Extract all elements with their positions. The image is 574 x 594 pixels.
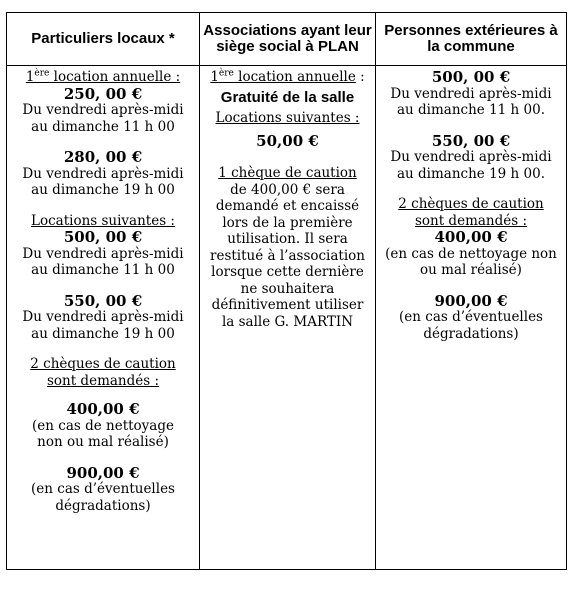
- deposit-text: définitivement utiliser: [211, 297, 364, 313]
- deposit-note: dégradations): [423, 325, 519, 342]
- period-text: Du vendredi après-midi: [22, 165, 184, 182]
- period-text: Du vendredi après-midi: [22, 309, 184, 325]
- period-text: au dimanche 19 h 00: [31, 325, 175, 342]
- period-text: au dimanche 19 h 00: [31, 182, 175, 198]
- period-text: au dimanche 19 h 00.: [397, 165, 545, 182]
- first-rental-label: 1ère location annuelle :: [25, 68, 181, 85]
- next-rentals-label: Locations suivantes :: [31, 212, 175, 229]
- deposit-text: utilisation. Il sera: [227, 231, 348, 247]
- next-rentals-label: Locations suivantes :: [215, 110, 360, 126]
- price-250: 250, 00 €: [63, 84, 143, 103]
- deposit-label: 2 chèques de caution: [30, 356, 176, 372]
- header-local-individuals: Particuliers locaux *: [7, 13, 200, 66]
- period-text: au dimanche 11 h 00: [31, 118, 175, 135]
- price-550: 550, 00 €: [431, 131, 511, 150]
- deposit-text: demandé et encaissé: [215, 198, 360, 214]
- deposit-text: de 400,00 € sera: [230, 181, 345, 198]
- period-text: Du vendredi après-midi: [22, 102, 184, 118]
- first-rental-label: 1ère location annuelle :: [210, 68, 365, 85]
- deposit-label: 2 chèques de caution: [398, 196, 544, 212]
- price-50: 50,00 €: [256, 131, 319, 150]
- deposit-note: (en cas d’éventuelles: [31, 481, 175, 497]
- cell-local-individuals: [7, 66, 200, 570]
- deposit-900: 900,00 €: [66, 463, 140, 482]
- deposit-note: (en cas d’éventuelles: [399, 309, 543, 325]
- header-plan-associations: Associations ayant leur siège social à PLAN: [200, 13, 376, 66]
- free-hall-text: Gratuité de la salle: [220, 88, 355, 106]
- period-text: au dimanche 11 h 00.: [397, 102, 545, 118]
- deposit-note: (en cas de nettoyage non: [385, 245, 557, 262]
- cell-external-persons: [376, 66, 567, 570]
- header-external-persons: Personnes extérieures à la commune: [376, 13, 567, 66]
- deposit-400: 400,00 €: [66, 400, 140, 418]
- deposit-note: ou mal réalisé): [420, 262, 522, 278]
- deposit-label: sont demandés :: [46, 372, 160, 389]
- deposit-label: sont demandés :: [414, 212, 528, 229]
- deposit-400: 400,00 €: [434, 228, 508, 246]
- cell-plan-associations: [200, 66, 376, 570]
- period-text: Du vendredi après-midi: [390, 85, 552, 102]
- deposit-note: non ou mal réalisé): [37, 434, 169, 450]
- price-500: 500, 00 €: [431, 68, 511, 86]
- deposit-note: dégradations): [55, 497, 151, 514]
- deposit-text: restitué à l’association: [210, 247, 365, 264]
- deposit-text: la salle G. MARTIN: [221, 313, 354, 330]
- period-text: au dimanche 11 h 00: [31, 262, 175, 278]
- price-500: 500, 00 €: [63, 228, 143, 246]
- deposit-label: 1 chèque de caution: [218, 165, 357, 181]
- price-550: 550, 00 €: [63, 291, 143, 310]
- deposit-900: 900,00 €: [434, 291, 508, 310]
- price-280: 280, 00 €: [63, 148, 143, 166]
- rental-rates-table: [6, 12, 567, 570]
- deposit-text: lors de la première: [222, 214, 353, 231]
- deposit-note: (en cas de nettoyage: [32, 417, 174, 434]
- deposit-text: ne souhaitera: [240, 280, 335, 297]
- period-text: Du vendredi après-midi: [22, 245, 184, 262]
- deposit-text: lorsque cette dernière: [211, 264, 364, 280]
- period-text: Du vendredi après-midi: [390, 149, 552, 165]
